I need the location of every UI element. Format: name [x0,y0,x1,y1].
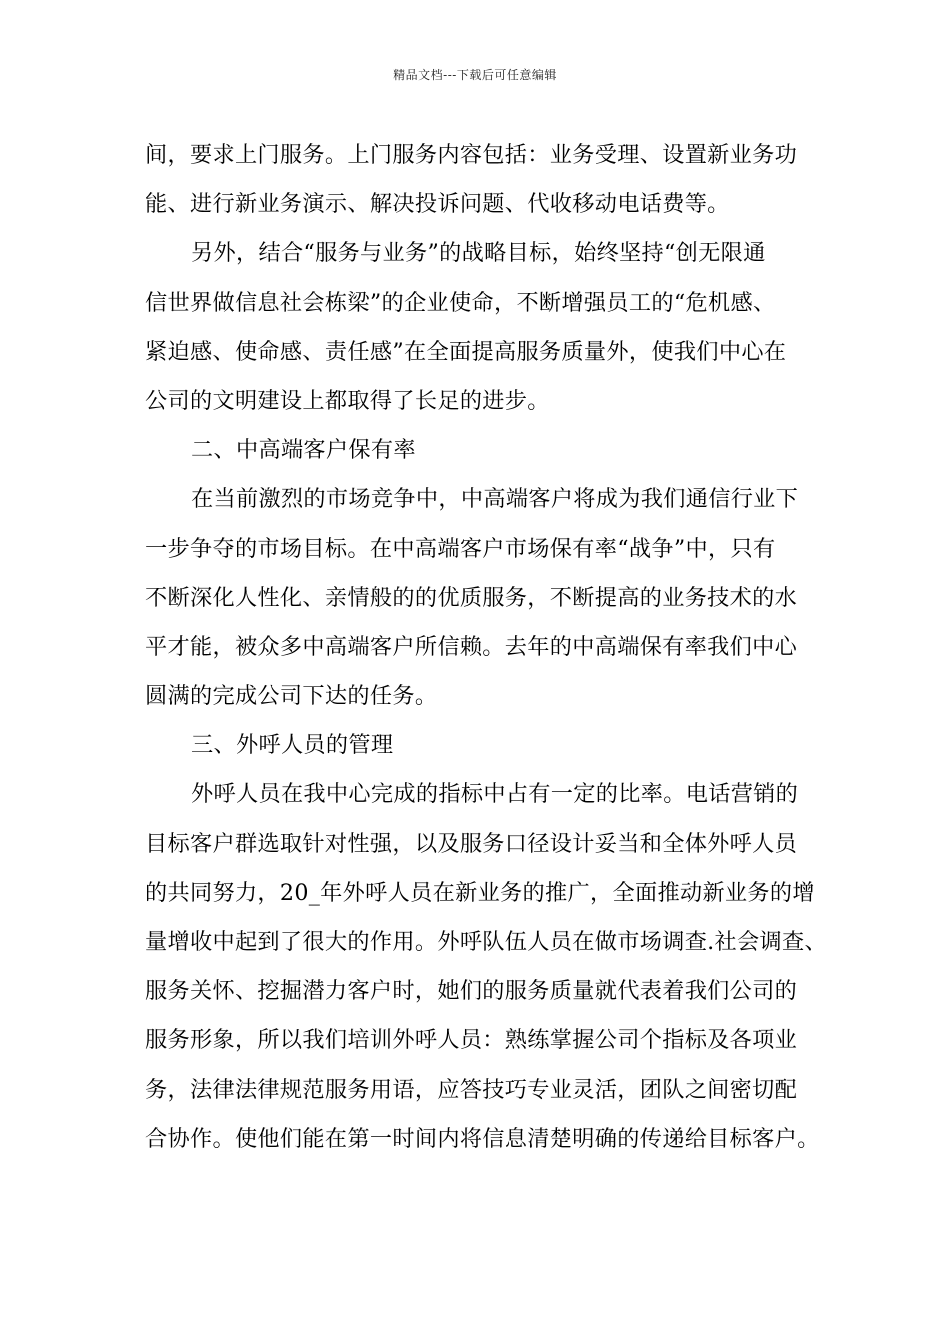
text-line: 平才能，被众多中高端客户所信赖。去年的中高端保有率我们中心 [145,633,798,660]
page-header: 精品文档---下载后可任意编辑 [393,68,557,82]
text-line: 三、外呼人员的管理 [191,732,394,759]
document-body [145,131,825,1164]
text-line: 不断深化人性化、亲情般的的优质服务，不断提高的业务技术的水 [145,584,798,611]
text-line: 量增收中起到了很大的作用。外呼队伍人员在做市场调查.社会调查、 [145,929,827,955]
text-line: 能、进行新业务演示、解决投诉问题、代收移动电话费等。 [145,191,730,218]
text-line: 服务关怀、挖掘潜力客户时，她们的服务质量就代表着我们公司的 [145,978,798,1005]
text-line: 圆满的完成公司下达的任务。 [145,683,438,710]
text-line: 公司的文明建设上都取得了长足的进步。 [145,387,550,414]
text-line: 务，法律法律规范服务用语，应答技巧专业灵活，团队之间密切配 [145,1076,798,1103]
text-line: 服务形象，所以我们培训外呼人员：熟练掌握公司个指标及各项业 [145,1027,798,1054]
text-line: 二、中高端客户保有率 [191,437,416,464]
text-line: 一步争夺的市场目标。在中高端客户市场保有率“战争”中，只有 [145,535,776,562]
text-line: 在当前激烈的市场竞争中，中高端客户将成为我们通信行业下 [191,486,799,513]
text-line: 间，要求上门服务。上门服务内容包括：业务受理、设置新业务功 [145,142,798,168]
text-line: 目标客户群选取针对性强，以及服务口径设计妥当和全体外呼人员 [145,830,798,857]
text-line: 另外，结合“服务与业务”的战略目标，始终坚持“创无限通 [191,240,766,267]
text-line: 的共同努力，20_年外呼人员在新业务的推广，全面推动新业务的增 [145,879,815,906]
text-line: 外呼人员在我中心完成的指标中占有一定的比率。电话营销的 [191,781,799,808]
text-line: 信世界做信息社会栋梁”的企业使命，不断增强员工的“危机感、 [145,289,776,316]
text-line: 合协作。使他们能在第一时间内将信息清楚明确的传递给目标客户。 [145,1125,820,1152]
text-line: 紧迫感、使命感、责任感”在全面提高服务质量外，使我们中心在 [145,338,787,365]
